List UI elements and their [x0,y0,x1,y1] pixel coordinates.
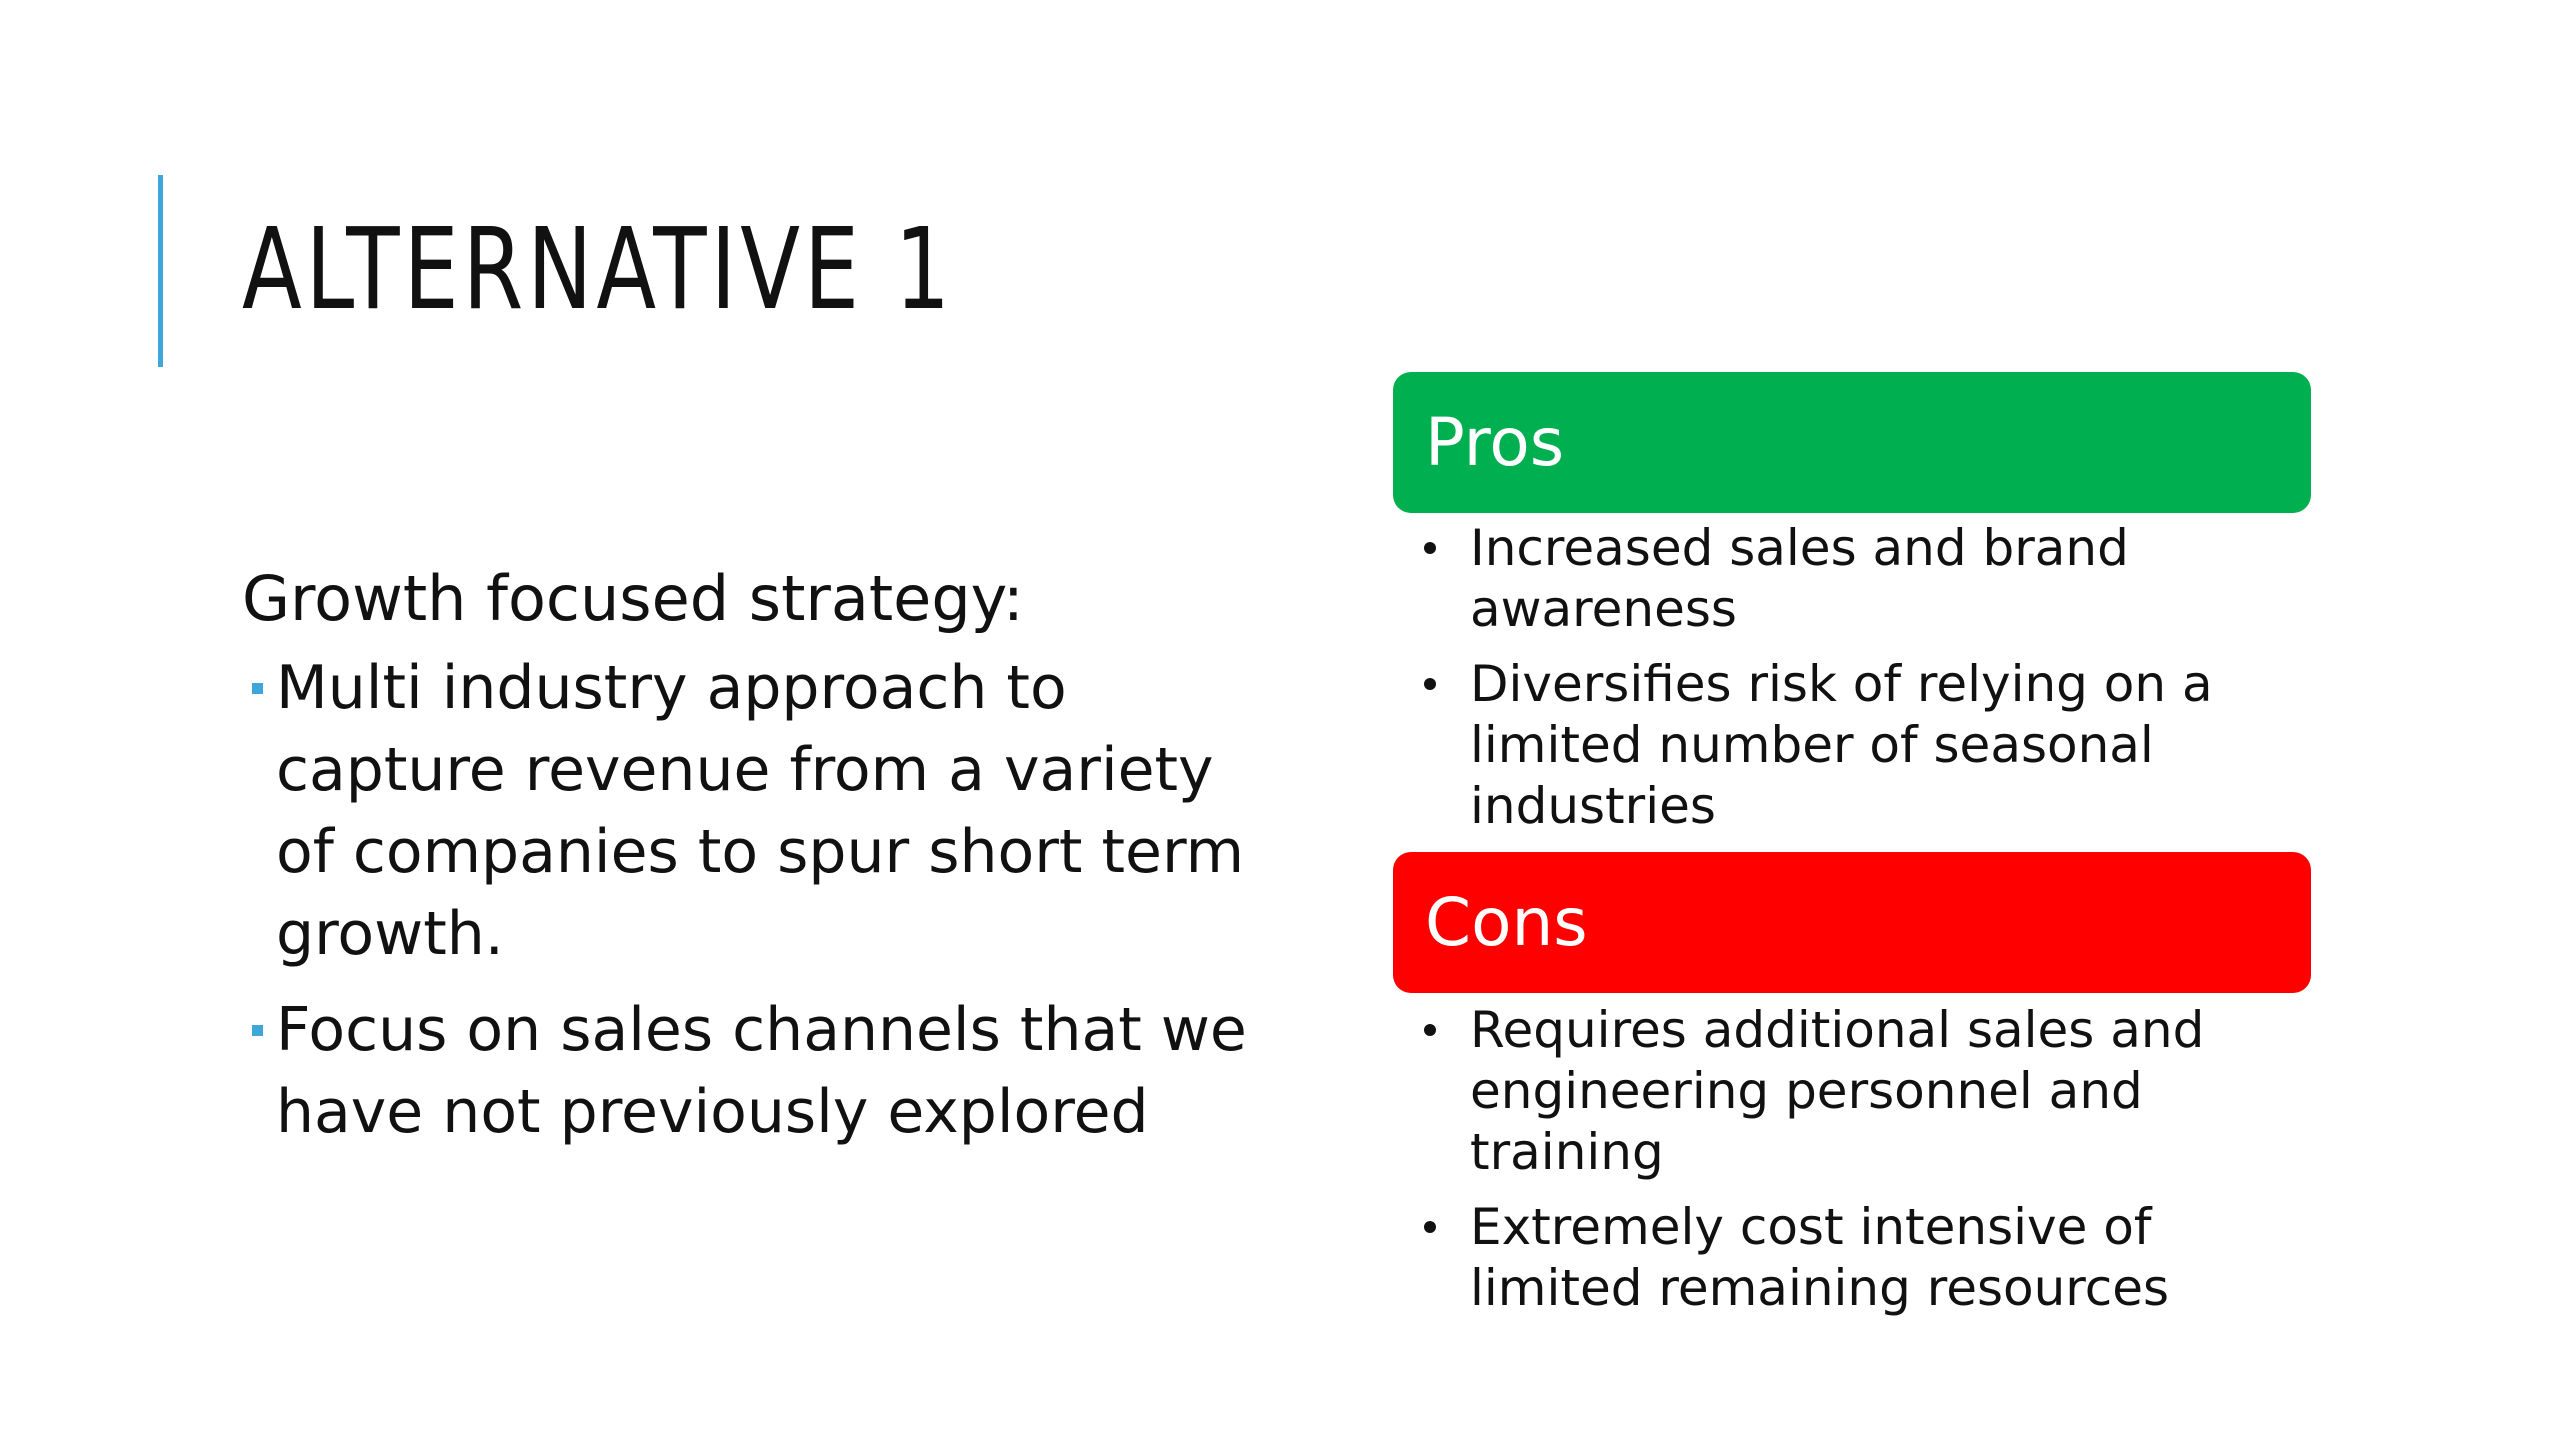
slide-title: ALTERNATIVE 1 [242,205,955,335]
strategy-bullet [242,989,1262,1153]
strategy-bullet-list [242,647,1262,1153]
pros-header-label: Pros [1425,404,1565,481]
bullet-dot-icon [1424,1024,1436,1036]
cons-item-text: Requires additional sales and engineering personnel and training [1470,1001,2205,1181]
pros-item-text: Diversifies risk of relying on a limited number of seasonal industries [1470,655,2213,835]
strategy-content [242,555,1262,1167]
cons-item-text: Extremely cost intensive of limited remaining resources [1470,1198,2170,1317]
title-accent-bar [158,175,163,367]
bullet-dot-icon [1424,1221,1436,1233]
pros-item [1420,654,2320,837]
pros-header [1393,372,2311,513]
bullet-dot-icon [1424,678,1436,690]
strategy-bullet-text: Multi industry approach to capture revenue from a variety of companies to spur short term growth. [276,653,1245,969]
cons-header [1393,852,2311,993]
pros-list [1420,518,2320,851]
cons-item [1420,1197,2320,1319]
square-bullet-icon [252,683,263,694]
cons-header-label: Cons [1425,884,1588,961]
pros-item [1420,518,2320,640]
strategy-bullet-text: Focus on sales channels that we have not previously explored [276,995,1247,1147]
cons-item [1420,1000,2320,1183]
strategy-intro: Growth focused strategy: [242,562,1024,635]
bullet-dot-icon [1424,542,1436,554]
strategy-bullet [242,647,1262,975]
square-bullet-icon [252,1025,263,1036]
pros-item-text: Increased sales and brand awareness [1470,519,2129,638]
cons-list [1420,1000,2320,1333]
